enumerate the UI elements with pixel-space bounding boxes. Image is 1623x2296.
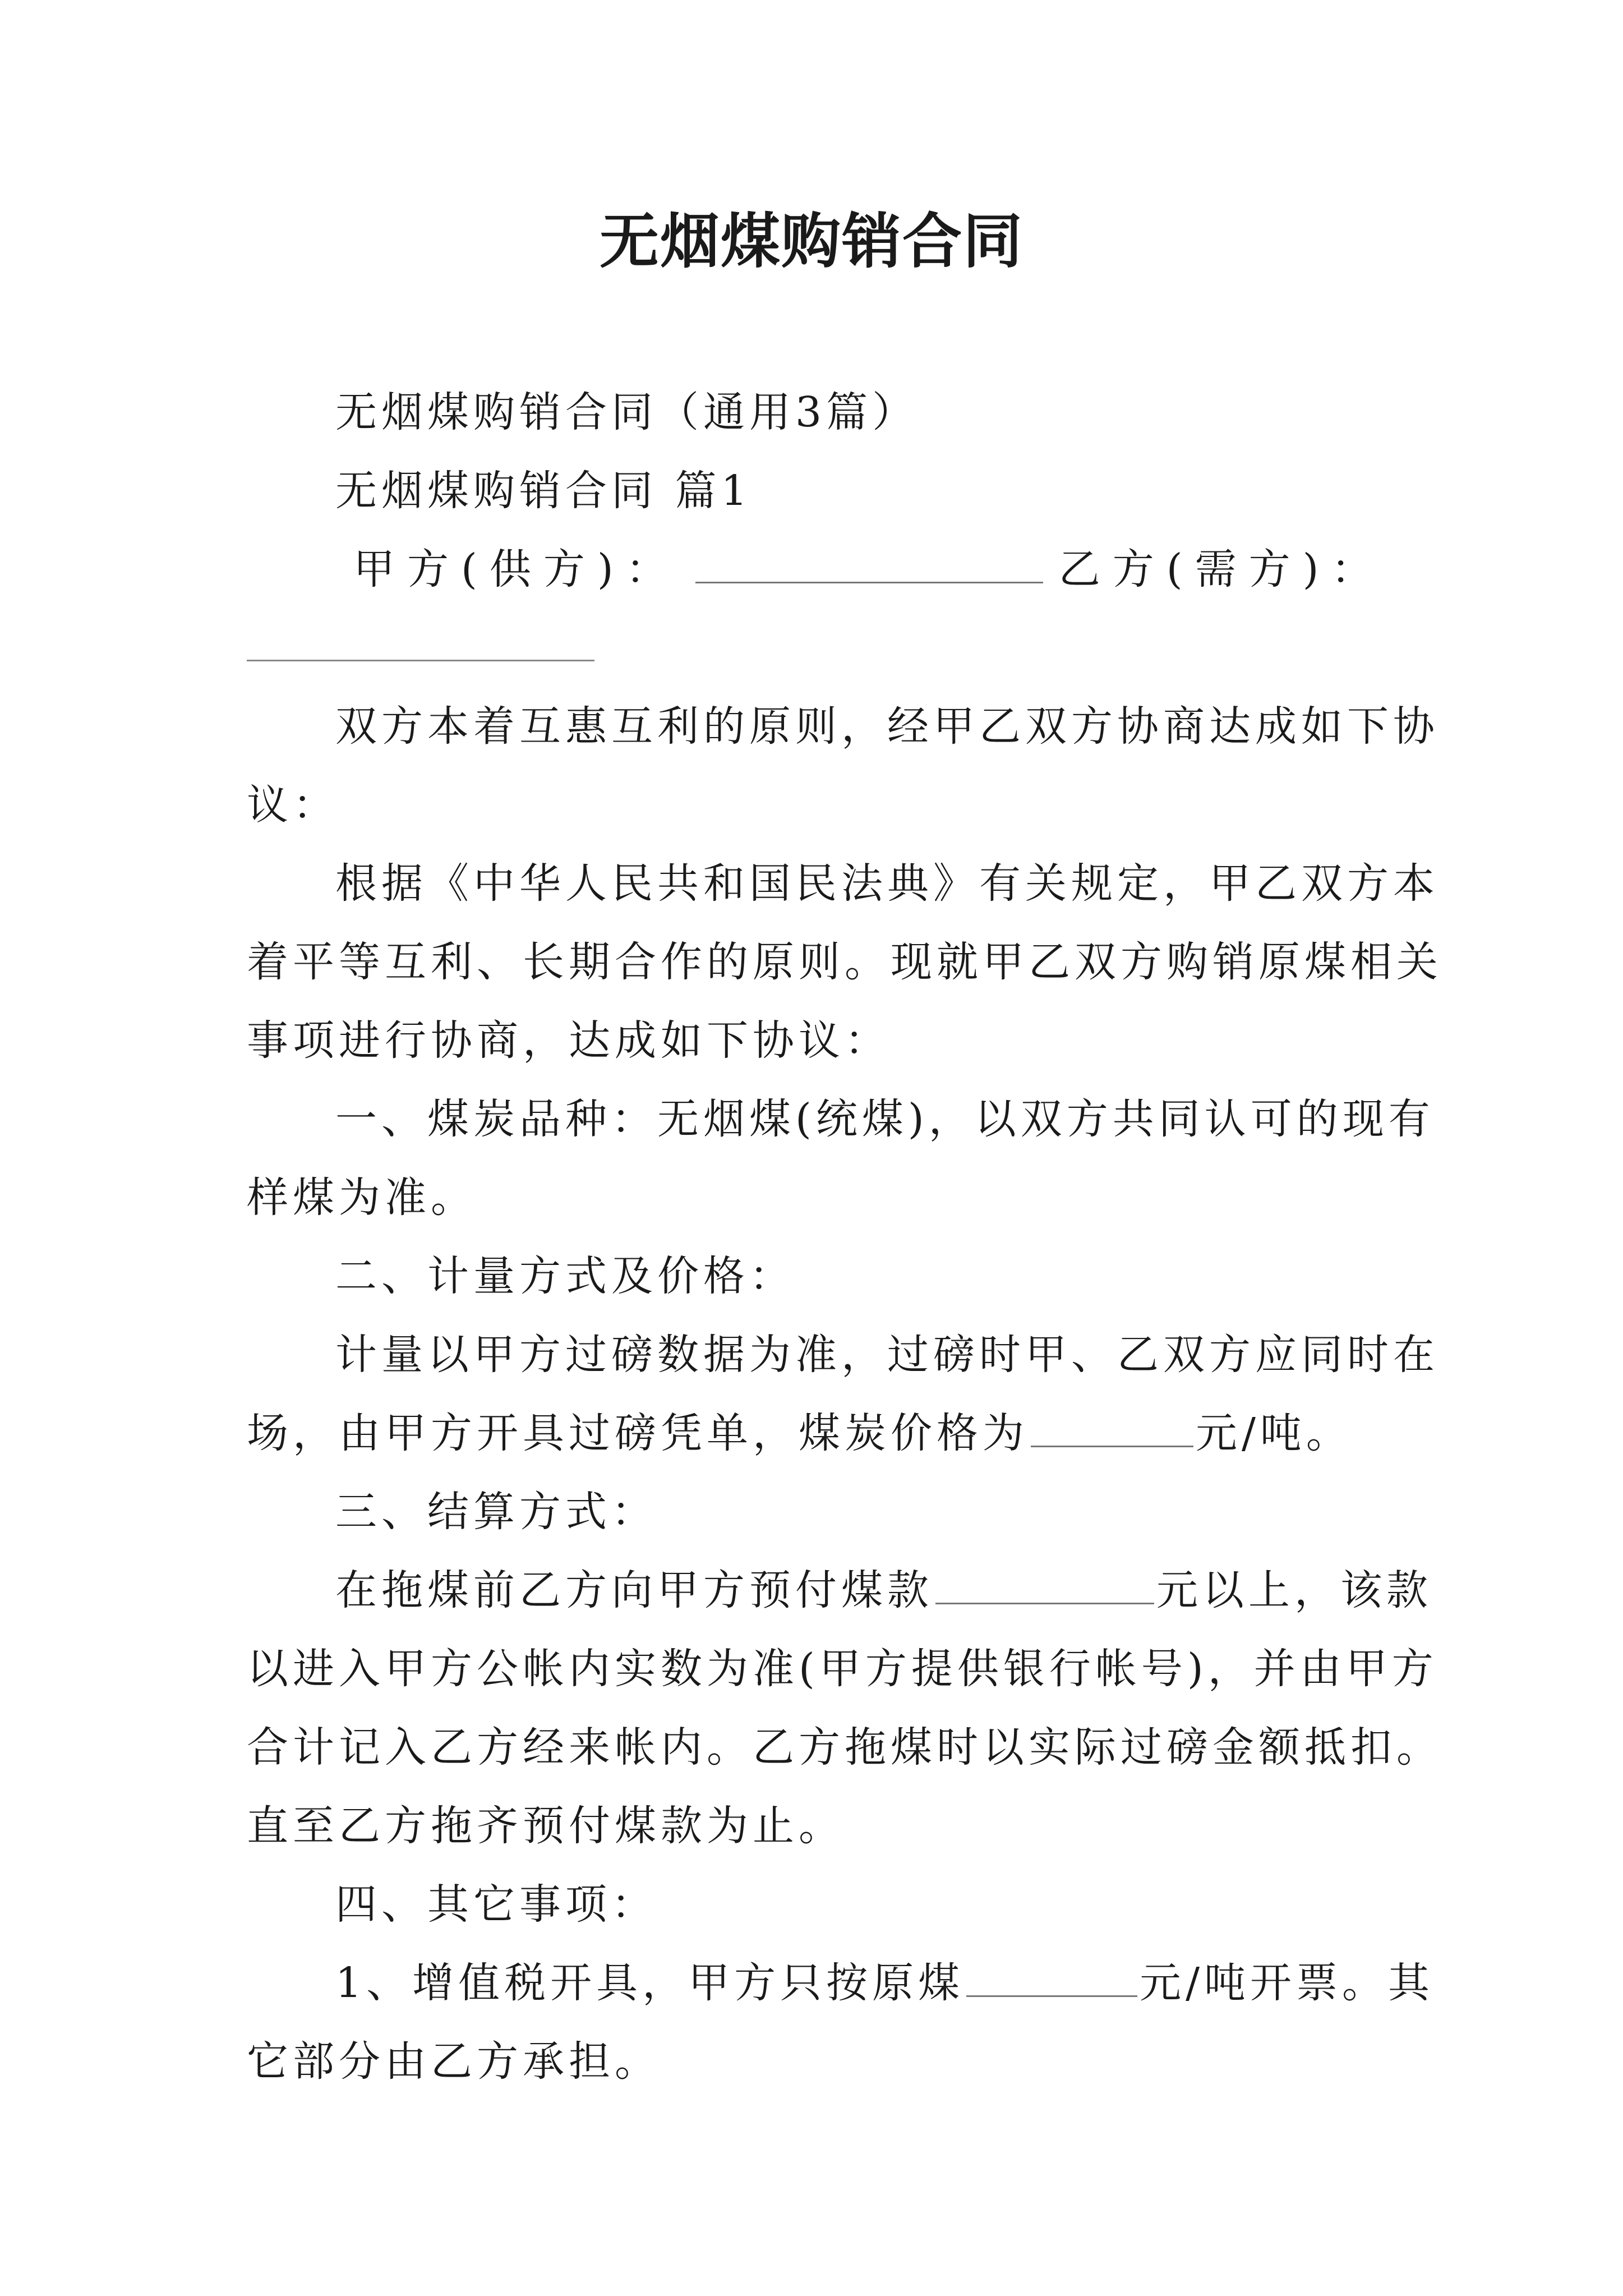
clause-coal-type: 一、煤炭品种：无烟煤(统煤)，以双方共同认可的现有	[335, 1095, 1435, 1143]
paragraph-line: 事项进行协商，达成如下协议：	[247, 1016, 891, 1065]
paragraph-line: 双方本着互惠互利的原则，经甲乙双方协商达成如下协	[335, 702, 1439, 751]
document-title: 无烟煤购销合同	[600, 206, 1023, 276]
parties-line	[353, 541, 1385, 597]
paragraph-line: 样煤为准。	[247, 1174, 477, 1222]
party-b-label: 乙方(需方)：	[1058, 545, 1385, 593]
paragraph-line: 合计记入乙方经来帐内。乙方拖煤时以实际过磅金额抵扣。	[247, 1723, 1442, 1772]
price-line	[247, 1405, 1352, 1461]
paragraph-line: 根据《中华人民共和国民法典》有关规定，甲乙双方本	[335, 859, 1439, 908]
tax-text: 1、增值税开具，甲方只按原煤	[335, 1959, 965, 2007]
price-unit: 元/吨。	[1196, 1409, 1352, 1457]
clause-heading-measurement: 二、计量方式及价格：	[335, 1252, 795, 1300]
prepayment-line	[335, 1562, 1432, 1618]
document-subtitle: 无烟煤购销合同（通用3篇）	[335, 388, 919, 436]
clause-heading-settlement: 三、结算方式：	[335, 1488, 657, 1536]
paragraph-line: 着平等互利、长期合作的原则。现就甲乙双方购销原煤相关	[247, 938, 1442, 986]
tax-line	[335, 1955, 1434, 2011]
party-a-label: 甲方(供方)：	[353, 545, 680, 593]
party-b-blank	[247, 660, 594, 661]
tax-blank	[966, 1956, 1137, 1997]
party-a-blank	[695, 541, 1043, 583]
price-blank	[1031, 1406, 1193, 1447]
paragraph-line: 它部分由乙方承担。	[247, 2037, 661, 2086]
prepayment-text: 在拖煤前乙方向甲方预付煤款	[335, 1566, 933, 1614]
prepayment-unit: 元以上，该款	[1156, 1566, 1432, 1614]
paragraph-line: 直至乙方拖齐预付煤款为止。	[247, 1802, 845, 1850]
tax-unit: 元/吨开票。其	[1140, 1959, 1435, 2007]
paragraph-line: 议：	[247, 781, 339, 829]
price-text: 场，由甲方开具过磅凭单，煤炭价格为	[247, 1409, 1029, 1457]
paragraph-line: 以进入甲方公帐内实数为准(甲方提供银行帐号)，并由甲方	[247, 1645, 1438, 1693]
prepayment-blank	[935, 1563, 1154, 1604]
paragraph-line: 计量以甲方过磅数据为准，过磅时甲、乙双方应同时在	[335, 1331, 1439, 1379]
section-heading: 无烟煤购销合同 篇1	[335, 467, 752, 515]
clause-heading-other: 四、其它事项：	[335, 1880, 657, 1929]
